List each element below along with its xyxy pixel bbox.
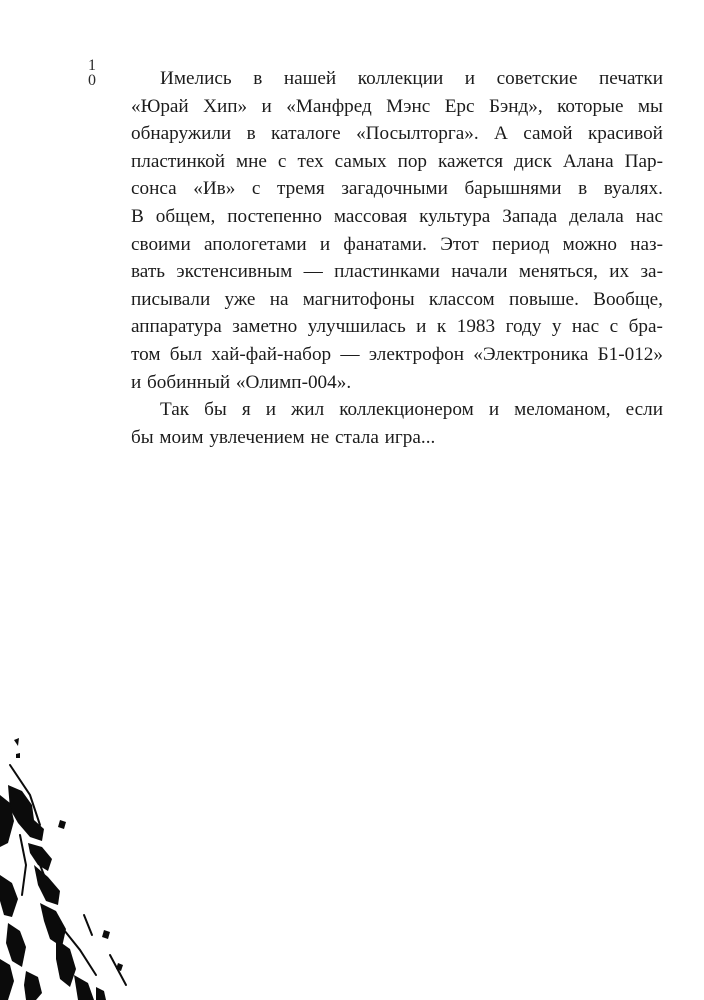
word: Мэнс <box>386 95 431 117</box>
text-line <box>131 148 663 176</box>
word: у <box>551 316 562 338</box>
word: с <box>609 316 619 338</box>
word: нас <box>635 205 663 227</box>
word: Имелись <box>160 68 232 89</box>
word: массовая <box>333 205 408 227</box>
word: в <box>246 123 256 145</box>
word: и <box>416 316 427 338</box>
word: году <box>505 316 542 338</box>
word: апологетами <box>203 233 307 255</box>
word: в <box>578 178 588 200</box>
word: барышнями <box>464 178 562 200</box>
word: увлечением <box>209 426 305 448</box>
text-line <box>131 424 663 452</box>
word: меломаном, <box>514 399 611 421</box>
word: самых <box>334 150 387 172</box>
word: улучшилась <box>307 316 406 338</box>
word: диск <box>514 150 552 172</box>
word: и <box>265 399 276 421</box>
word: «Олимп-004». <box>235 371 352 393</box>
word: в <box>253 68 263 89</box>
word: тех <box>297 150 324 172</box>
text-line <box>131 65 663 93</box>
word: повыше. <box>508 288 579 310</box>
word: можно <box>562 233 618 255</box>
word: Пар- <box>624 150 663 172</box>
word: «Посылторга». <box>356 123 479 145</box>
word: наз- <box>630 233 663 255</box>
word: с <box>277 150 287 172</box>
word: и <box>488 399 500 421</box>
word: фанатами. <box>343 233 427 255</box>
word: Б1-012» <box>597 343 663 365</box>
word: Запада <box>502 205 558 227</box>
paragraph <box>131 396 663 451</box>
word: вать <box>131 261 165 283</box>
word: не <box>310 426 330 448</box>
word: Так <box>160 399 190 421</box>
word: — <box>303 261 323 283</box>
ink-splatter-decoration <box>0 725 140 1000</box>
word: красивой <box>587 123 663 145</box>
word: печатки <box>599 68 663 89</box>
paragraph <box>131 65 663 396</box>
text-line <box>131 258 663 286</box>
word: если <box>625 399 663 421</box>
word: и <box>261 95 272 117</box>
word: был <box>169 343 203 365</box>
word: бра- <box>628 316 663 338</box>
word: кажется <box>438 150 504 172</box>
word: Бэнд», <box>488 95 543 117</box>
word: Алана <box>562 150 614 172</box>
word: самой <box>523 123 573 145</box>
word: нашей <box>283 68 337 89</box>
word: пор <box>397 150 428 172</box>
word: стала <box>334 426 379 448</box>
word: бы <box>131 426 154 448</box>
page-number-digit: 0 <box>88 72 96 89</box>
word: культура <box>419 205 491 227</box>
word: постепенно <box>227 205 322 227</box>
word: том <box>131 343 161 365</box>
word: игра... <box>384 426 436 448</box>
word: бы <box>204 399 227 421</box>
word: «Ив» <box>193 178 236 200</box>
word: меняться, <box>518 261 598 283</box>
word: уже <box>224 288 256 310</box>
word: и <box>131 371 142 393</box>
word: В <box>131 205 144 227</box>
word: я <box>241 399 251 421</box>
word: А <box>494 123 508 145</box>
word: «Электроника <box>473 343 589 365</box>
word: Этот <box>440 233 479 255</box>
word: к <box>436 316 447 338</box>
word: начали <box>451 261 508 283</box>
word: «Юрай <box>131 95 189 117</box>
word: писывали <box>131 288 211 310</box>
text-line <box>131 341 663 369</box>
word: мы <box>637 95 663 117</box>
word: бобинный <box>147 371 231 393</box>
word: период <box>491 233 550 255</box>
page-number <box>84 58 100 88</box>
word: магнитофоны <box>302 288 415 310</box>
word: коллекции <box>357 68 444 89</box>
word: загадочными <box>341 178 448 200</box>
text-line <box>131 313 663 341</box>
word: жил <box>291 399 325 421</box>
page-number-digit: 1 <box>88 57 96 74</box>
word: на <box>269 288 289 310</box>
word: тремя <box>277 178 325 200</box>
word: моим <box>159 426 204 448</box>
word: пластинками <box>334 261 440 283</box>
word: хай-фай-набор <box>211 343 332 365</box>
word: их <box>609 261 630 283</box>
word: нас <box>571 316 600 338</box>
text-line <box>131 286 663 314</box>
text-line <box>131 120 663 148</box>
word: Ерс <box>444 95 475 117</box>
word: экстенсивным <box>176 261 293 283</box>
word: которые <box>557 95 624 117</box>
text-line <box>131 93 663 121</box>
text-line <box>131 396 663 424</box>
word: электрофон <box>368 343 465 365</box>
word: Вообще, <box>593 288 663 310</box>
word: «Манфред <box>286 95 372 117</box>
word: с <box>251 178 261 200</box>
word: и <box>319 233 331 255</box>
word: каталоге <box>271 123 341 145</box>
text-line <box>131 369 663 397</box>
word: своими <box>131 233 191 255</box>
word: вуалях. <box>603 178 663 200</box>
word: и <box>464 68 476 89</box>
word: пластинкой <box>131 150 226 172</box>
word: Хип» <box>203 95 248 117</box>
word: заметно <box>232 316 298 338</box>
word: обнаружили <box>131 123 232 145</box>
word: советские <box>496 68 578 89</box>
word: — <box>340 343 360 365</box>
body-text <box>131 65 663 451</box>
word: аппаратура <box>131 316 222 338</box>
word: общем, <box>155 205 216 227</box>
text-line <box>131 231 663 259</box>
word: 1983 <box>456 316 496 338</box>
text-line <box>131 203 663 231</box>
word: коллекционером <box>339 399 474 421</box>
word: сонса <box>131 178 177 200</box>
word: классом <box>428 288 495 310</box>
text-line <box>131 175 663 203</box>
word: мне <box>236 150 267 172</box>
word: делала <box>569 205 624 227</box>
word: за- <box>640 261 663 283</box>
